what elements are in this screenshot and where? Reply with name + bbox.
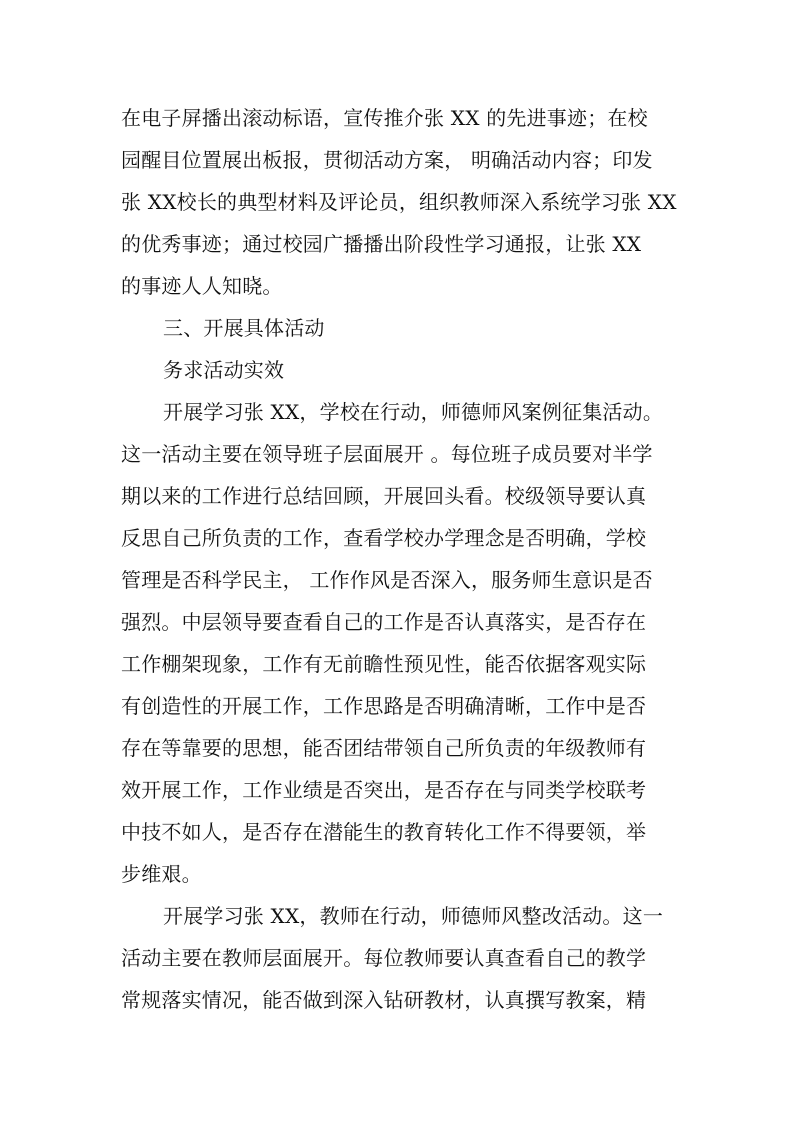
text-line: 工作棚架现象，工作有无前瞻性预见性，能否依据客观实际 [121, 652, 647, 676]
text-line: 在电子屏播出滚动标语，宣传推介张 XX 的先进事迹；在校 [121, 106, 648, 130]
text-line: 活动主要在教师层面展开。每位教师要认真查看自己的教学 [121, 946, 647, 970]
text-line: 常规落实情况，能否做到深入钻研教材，认真撰写教案，精 [121, 988, 647, 1012]
section-heading: 三、开展具体活动 [163, 316, 325, 340]
text-line: 这一活动主要在领导班子层面展开 。每位班子成员要对半学 [121, 442, 653, 466]
text-line: 的事迹人人知晓。 [121, 274, 283, 298]
section-subheading: 务求活动实效 [163, 358, 285, 382]
text-line: 期以来的工作进行总结回顾，开展回头看。校级领导要认真 [121, 484, 647, 508]
text-line: 的优秀事迹；通过校园广播播出阶段性学习通报，让张 XX [121, 232, 642, 256]
text-line: 强烈。中层领导要查看自己的工作是否认真落实，是否存在 [121, 610, 647, 634]
text-line: 中技不如人，是否存在潜能生的教育转化工作不得要领，举 [121, 820, 647, 844]
text-line: 反思自己所负责的工作，查看学校办学理念是否明确，学校 [121, 526, 647, 550]
text-line: 有创造性的开展工作，工作思路是否明确清晰，工作中是否 [121, 694, 647, 718]
text-line: 园醒目位置展出板报，贯彻活动方案， 明确活动内容；印发 [121, 148, 653, 172]
text-line: 开展学习张 XX，学校在行动，师德师风案例征集活动。 [163, 400, 664, 424]
text-line: 存在等靠要的思想，能否团结带领自己所负责的年级教师有 [121, 736, 647, 760]
text-line: 管理是否科学民主， 工作作风是否深入，服务师生意识是否 [121, 568, 653, 592]
text-line: 张 XX校长的典型材料及评论员，组织教师深入系统学习张 XX [121, 190, 677, 214]
text-line: 步维艰。 [121, 862, 202, 886]
text-line: 开展学习张 XX，教师在行动，师德师风整改活动。这一 [163, 904, 664, 928]
text-line: 效开展工作，工作业绩是否突出，是否存在与同类学校联考 [121, 778, 647, 802]
